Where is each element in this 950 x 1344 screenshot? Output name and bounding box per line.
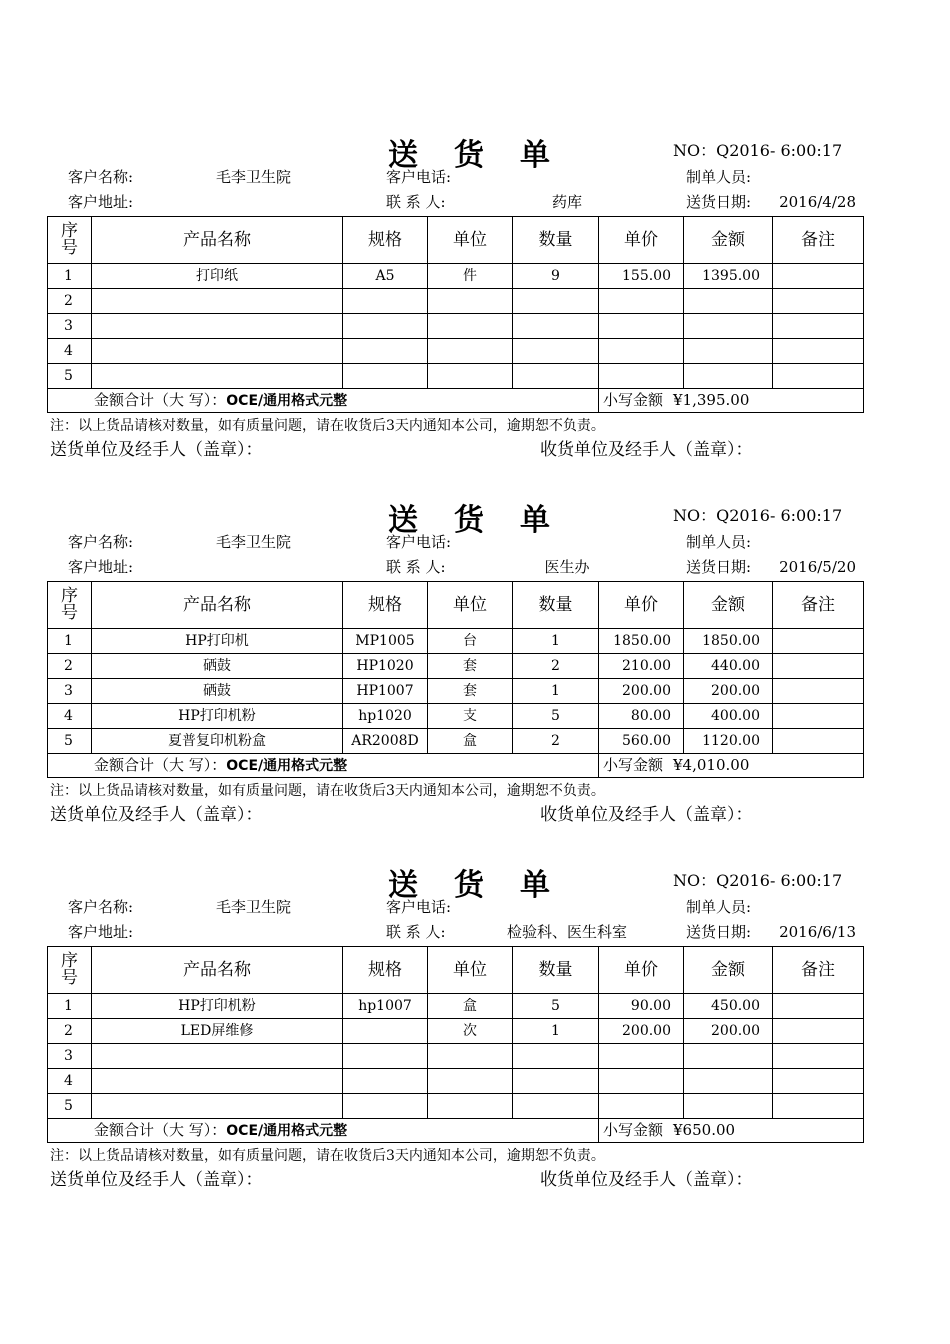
row-remark xyxy=(773,994,864,1019)
sender-signature: 送货单位及经手人（盖章）： xyxy=(50,1170,263,1190)
maker-label: 制单人员: xyxy=(686,533,752,551)
col-seq-header: 序 号 xyxy=(48,947,92,994)
row-spec: MP1005 xyxy=(343,629,428,654)
row-spec: hp1020 xyxy=(343,704,428,729)
row-qty xyxy=(513,314,599,339)
slip-number: NO：Q2016- 6:00:17 xyxy=(673,871,843,890)
table-row xyxy=(48,629,864,654)
row-remark xyxy=(773,1069,864,1094)
row-price xyxy=(599,1094,684,1119)
row-amount xyxy=(684,339,773,364)
row-amount: 1120.00 xyxy=(684,729,773,754)
table-row xyxy=(48,729,864,754)
receiver-signature: 收货单位及经手人（盖章）： xyxy=(540,440,753,460)
row-amount: 200.00 xyxy=(684,679,773,704)
row-spec: HP1007 xyxy=(343,679,428,704)
total-caps-label: 金额合计（大 写）： xyxy=(94,391,227,409)
row-remark xyxy=(773,729,864,754)
row-seq: 1 xyxy=(48,629,92,654)
col-name-header: 产品名称 xyxy=(92,217,343,264)
slip-title: 送 货 单 xyxy=(388,868,552,903)
col-qty-header: 数量 xyxy=(513,947,599,994)
contact-value: 医生办 xyxy=(544,558,590,576)
delivery-date-label: 送货日期: xyxy=(686,923,752,941)
total-row xyxy=(48,754,864,778)
row-unit xyxy=(428,339,513,364)
col-price-header: 单价 xyxy=(599,217,684,264)
col-amount-header: 金额 xyxy=(684,582,773,629)
row-qty xyxy=(513,289,599,314)
row-name: LED屏维修 xyxy=(92,1019,343,1044)
row-seq: 4 xyxy=(48,704,92,729)
delivery-date-label: 送货日期: xyxy=(686,558,752,576)
row-qty: 1 xyxy=(513,629,599,654)
slip-number: NO：Q2016- 6:00:17 xyxy=(673,506,843,525)
customer-phone-label: 客户电话: xyxy=(386,898,452,916)
delivery-date-label: 送货日期: xyxy=(686,193,752,211)
row-amount: 450.00 xyxy=(684,994,773,1019)
col-qty-header: 数量 xyxy=(513,217,599,264)
total-caps-cell xyxy=(48,754,599,778)
total-caps-value: OCE/通用格式元整 xyxy=(226,393,348,409)
row-name xyxy=(92,339,343,364)
row-amount xyxy=(684,1094,773,1119)
col-name-header: 产品名称 xyxy=(92,582,343,629)
row-remark xyxy=(773,1044,864,1069)
row-spec: hp1007 xyxy=(343,994,428,1019)
row-qty: 2 xyxy=(513,729,599,754)
row-seq: 1 xyxy=(48,994,92,1019)
col-spec-header: 规格 xyxy=(343,582,428,629)
row-spec: AR2008D xyxy=(343,729,428,754)
row-seq: 3 xyxy=(48,1044,92,1069)
total-caps-label: 金额合计（大 写）： xyxy=(94,1121,227,1139)
row-name: HP打印机粉 xyxy=(92,704,343,729)
customer-name-label: 客户名称: xyxy=(68,898,134,916)
col-unit-header: 单位 xyxy=(428,947,513,994)
row-name: 硒鼓 xyxy=(92,679,343,704)
row-remark xyxy=(773,1094,864,1119)
row-seq: 2 xyxy=(48,289,92,314)
row-name: 硒鼓 xyxy=(92,654,343,679)
total-caps-cell xyxy=(48,1119,599,1143)
row-seq: 2 xyxy=(48,1019,92,1044)
row-price: 1850.00 xyxy=(599,629,684,654)
row-seq: 3 xyxy=(48,679,92,704)
total-small-cell xyxy=(599,389,864,413)
row-seq: 4 xyxy=(48,1069,92,1094)
row-qty xyxy=(513,1094,599,1119)
table-row xyxy=(48,264,864,289)
table-row xyxy=(48,1094,864,1119)
col-amount-header: 金额 xyxy=(684,217,773,264)
row-qty: 1 xyxy=(513,679,599,704)
row-qty xyxy=(513,1044,599,1069)
row-qty xyxy=(513,364,599,389)
row-seq: 5 xyxy=(48,364,92,389)
receiver-signature: 收货单位及经手人（盖章）： xyxy=(540,805,753,825)
items-table xyxy=(47,946,864,1143)
maker-label: 制单人员: xyxy=(686,168,752,186)
delivery-slip xyxy=(0,495,950,860)
row-amount xyxy=(684,1069,773,1094)
row-remark xyxy=(773,264,864,289)
col-remark-header: 备注 xyxy=(773,947,864,994)
contact-label: 联 系 人: xyxy=(386,193,446,211)
row-amount xyxy=(684,1044,773,1069)
delivery-date-value: 2016/4/28 xyxy=(779,193,856,211)
row-remark xyxy=(773,289,864,314)
sender-signature: 送货单位及经手人（盖章）： xyxy=(50,805,263,825)
row-amount: 200.00 xyxy=(684,1019,773,1044)
col-price-header: 单价 xyxy=(599,947,684,994)
slip-note: 注：以上货品请核对数量，如有质量问题，请在收货后3天内通知本公司，逾期恕不负责。 xyxy=(50,783,605,799)
row-amount: 400.00 xyxy=(684,704,773,729)
table-row xyxy=(48,654,864,679)
col-price-header: 单价 xyxy=(599,582,684,629)
total-small-value: ¥650.00 xyxy=(673,1121,736,1139)
total-small-label: 小写金额 xyxy=(603,1121,664,1139)
customer-name-value: 毛李卫生院 xyxy=(216,898,292,916)
customer-name-value: 毛李卫生院 xyxy=(216,533,292,551)
row-qty xyxy=(513,339,599,364)
slip-title: 送 货 单 xyxy=(388,503,552,538)
customer-phone-label: 客户电话: xyxy=(386,168,452,186)
customer-address-label: 客户地址: xyxy=(68,558,134,576)
row-price xyxy=(599,1069,684,1094)
row-qty: 5 xyxy=(513,994,599,1019)
row-qty: 2 xyxy=(513,654,599,679)
row-amount: 1850.00 xyxy=(684,629,773,654)
row-unit: 套 xyxy=(428,679,513,704)
total-row xyxy=(48,1119,864,1143)
row-name: 夏普复印机粉盒 xyxy=(92,729,343,754)
customer-address-label: 客户地址: xyxy=(68,193,134,211)
row-spec: A5 xyxy=(343,264,428,289)
maker-label: 制单人员: xyxy=(686,898,752,916)
row-name xyxy=(92,1069,343,1094)
row-name: HP打印机粉 xyxy=(92,994,343,1019)
row-amount: 1395.00 xyxy=(684,264,773,289)
col-unit-header: 单位 xyxy=(428,582,513,629)
row-unit xyxy=(428,289,513,314)
customer-name-label: 客户名称: xyxy=(68,168,134,186)
row-unit: 台 xyxy=(428,629,513,654)
row-seq: 3 xyxy=(48,314,92,339)
row-unit: 次 xyxy=(428,1019,513,1044)
row-unit xyxy=(428,1069,513,1094)
total-small-cell xyxy=(599,1119,864,1143)
col-seq-header: 序 号 xyxy=(48,582,92,629)
delivery-slip xyxy=(0,860,950,1225)
receiver-signature: 收货单位及经手人（盖章）： xyxy=(540,1170,753,1190)
row-qty: 1 xyxy=(513,1019,599,1044)
col-spec-header: 规格 xyxy=(343,947,428,994)
table-header xyxy=(48,582,864,629)
slip-title: 送 货 单 xyxy=(388,138,552,173)
col-amount-header: 金额 xyxy=(684,947,773,994)
col-unit-header: 单位 xyxy=(428,217,513,264)
row-price xyxy=(599,314,684,339)
row-price xyxy=(599,289,684,314)
row-spec xyxy=(343,1019,428,1044)
row-unit: 套 xyxy=(428,654,513,679)
row-remark xyxy=(773,679,864,704)
slip-note: 注：以上货品请核对数量，如有质量问题，请在收货后3天内通知本公司，逾期恕不负责。 xyxy=(50,418,605,434)
row-name xyxy=(92,364,343,389)
col-qty-header: 数量 xyxy=(513,582,599,629)
total-small-value: ¥1,395.00 xyxy=(673,391,750,409)
items-table xyxy=(47,216,864,413)
table-row xyxy=(48,679,864,704)
total-row xyxy=(48,389,864,413)
delivery-slip xyxy=(0,130,950,495)
row-name: HP打印机 xyxy=(92,629,343,654)
contact-value: 药库 xyxy=(551,193,582,211)
row-spec xyxy=(343,1044,428,1069)
total-small-value: ¥4,010.00 xyxy=(673,756,750,774)
contact-label: 联 系 人: xyxy=(386,923,446,941)
total-caps-value: OCE/通用格式元整 xyxy=(226,1123,348,1139)
delivery-date-value: 2016/5/20 xyxy=(779,558,856,576)
col-remark-header: 备注 xyxy=(773,217,864,264)
row-spec: HP1020 xyxy=(343,654,428,679)
row-remark xyxy=(773,629,864,654)
row-price: 200.00 xyxy=(599,679,684,704)
delivery-date-value: 2016/6/13 xyxy=(779,923,856,941)
col-name-header: 产品名称 xyxy=(92,947,343,994)
sender-signature: 送货单位及经手人（盖章）： xyxy=(50,440,263,460)
slip-number: NO：Q2016- 6:00:17 xyxy=(673,141,843,160)
row-price: 155.00 xyxy=(599,264,684,289)
row-remark xyxy=(773,704,864,729)
table-row xyxy=(48,289,864,314)
row-price: 210.00 xyxy=(599,654,684,679)
row-unit xyxy=(428,1094,513,1119)
row-name: 打印纸 xyxy=(92,264,343,289)
row-seq: 5 xyxy=(48,1094,92,1119)
total-caps-cell xyxy=(48,389,599,413)
row-seq: 2 xyxy=(48,654,92,679)
row-amount xyxy=(684,364,773,389)
contact-value: 检验科、医生科室 xyxy=(506,923,627,941)
row-seq: 5 xyxy=(48,729,92,754)
table-row xyxy=(48,314,864,339)
customer-name-value: 毛李卫生院 xyxy=(216,168,292,186)
row-unit: 盒 xyxy=(428,729,513,754)
row-price xyxy=(599,364,684,389)
row-price xyxy=(599,1044,684,1069)
row-unit xyxy=(428,364,513,389)
row-price: 200.00 xyxy=(599,1019,684,1044)
row-price: 560.00 xyxy=(599,729,684,754)
row-unit xyxy=(428,1044,513,1069)
row-spec xyxy=(343,289,428,314)
row-remark xyxy=(773,339,864,364)
row-unit: 盒 xyxy=(428,994,513,1019)
total-caps-label: 金额合计（大 写）： xyxy=(94,756,227,774)
table-row xyxy=(48,704,864,729)
table-row xyxy=(48,1069,864,1094)
contact-label: 联 系 人: xyxy=(386,558,446,576)
row-price xyxy=(599,339,684,364)
total-small-label: 小写金额 xyxy=(603,391,664,409)
col-remark-header: 备注 xyxy=(773,582,864,629)
row-name xyxy=(92,1094,343,1119)
row-remark xyxy=(773,314,864,339)
row-seq: 4 xyxy=(48,339,92,364)
row-remark xyxy=(773,654,864,679)
row-remark xyxy=(773,1019,864,1044)
row-name xyxy=(92,314,343,339)
row-price: 80.00 xyxy=(599,704,684,729)
row-qty: 9 xyxy=(513,264,599,289)
row-name xyxy=(92,289,343,314)
row-unit: 支 xyxy=(428,704,513,729)
row-spec xyxy=(343,339,428,364)
row-amount: 440.00 xyxy=(684,654,773,679)
row-qty xyxy=(513,1069,599,1094)
table-row xyxy=(48,994,864,1019)
table-header xyxy=(48,947,864,994)
row-price: 90.00 xyxy=(599,994,684,1019)
items-table xyxy=(47,581,864,778)
customer-address-label: 客户地址: xyxy=(68,923,134,941)
row-spec xyxy=(343,1069,428,1094)
row-amount xyxy=(684,314,773,339)
col-spec-header: 规格 xyxy=(343,217,428,264)
row-qty: 5 xyxy=(513,704,599,729)
table-row xyxy=(48,1044,864,1069)
customer-name-label: 客户名称: xyxy=(68,533,134,551)
customer-phone-label: 客户电话: xyxy=(386,533,452,551)
slip-note: 注：以上货品请核对数量，如有质量问题，请在收货后3天内通知本公司，逾期恕不负责。 xyxy=(50,1148,605,1164)
row-spec xyxy=(343,314,428,339)
total-caps-value: OCE/通用格式元整 xyxy=(226,758,348,774)
row-unit: 件 xyxy=(428,264,513,289)
row-unit xyxy=(428,314,513,339)
row-spec xyxy=(343,1094,428,1119)
row-amount xyxy=(684,289,773,314)
table-row xyxy=(48,339,864,364)
col-seq-header: 序 号 xyxy=(48,217,92,264)
row-spec xyxy=(343,364,428,389)
total-small-cell xyxy=(599,754,864,778)
total-small-label: 小写金额 xyxy=(603,756,664,774)
table-row xyxy=(48,1019,864,1044)
table-header xyxy=(48,217,864,264)
row-seq: 1 xyxy=(48,264,92,289)
row-name xyxy=(92,1044,343,1069)
table-row xyxy=(48,364,864,389)
row-remark xyxy=(773,364,864,389)
